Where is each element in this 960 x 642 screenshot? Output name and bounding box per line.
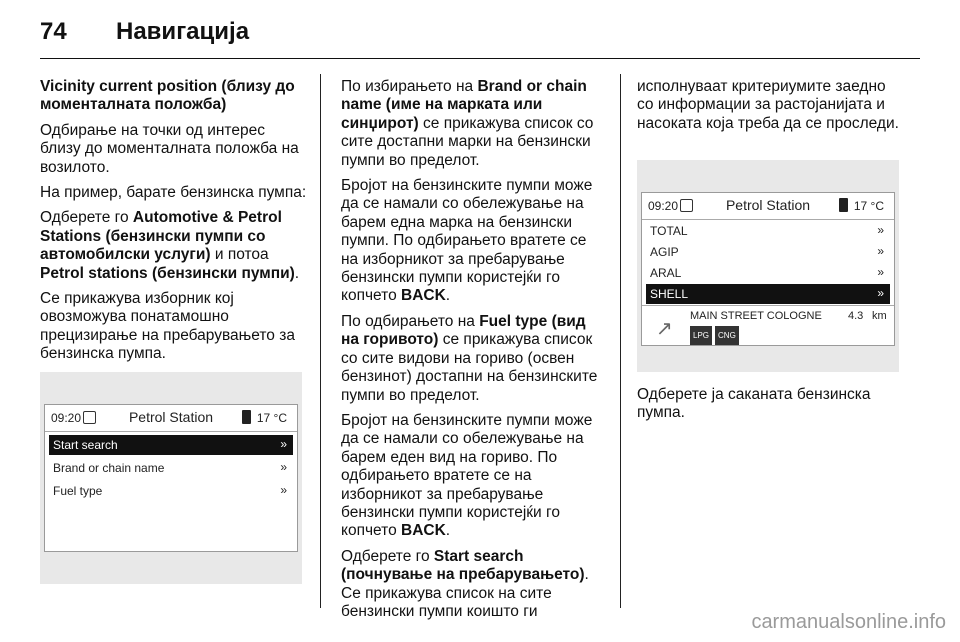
paragraph: исполнуваат критериумите заедно со информации за растојанијата и насоката која треба да се проследи. xyxy=(637,78,899,132)
clock-time: 09:20 xyxy=(648,199,679,213)
screen-title: Petrol Station xyxy=(725,197,811,213)
list-item-agip[interactable]: AGIP » xyxy=(650,244,884,259)
column-3 xyxy=(637,78,901,140)
paragraph: На пример, барате бензинска пумпа: xyxy=(40,184,307,202)
station-distance: 4.3 xyxy=(848,310,864,322)
chevron-right-icon: » xyxy=(877,244,884,258)
section-title: Навигација xyxy=(116,18,250,45)
paragraph: Одбирање на точки од интерес близу до моменталната положба на возилото. xyxy=(40,121,299,176)
list-item-aral[interactable]: ARAL » xyxy=(650,265,884,280)
list-item-shell[interactable]: SHELL » xyxy=(646,284,890,304)
menu-item-start-search[interactable]: Start search » xyxy=(49,435,293,455)
page-header xyxy=(40,18,920,59)
column-divider xyxy=(620,74,621,608)
station-detail xyxy=(642,305,894,344)
cng-badge: CNG xyxy=(715,326,739,345)
clock-time: 09:20 xyxy=(51,411,82,425)
chevron-right-icon: » xyxy=(280,483,287,497)
chevron-right-icon: » xyxy=(280,437,287,451)
chevron-right-icon: » xyxy=(877,286,884,300)
chevron-right-icon: » xyxy=(877,265,884,279)
paragraph: По избирањето на Brand or chain name (име на марката или синџирот) се прикажува список со сите достапни марки на бензински пумпи во пределот. xyxy=(341,78,594,169)
menu-item-fuel-type[interactable]: Fuel type » xyxy=(53,483,287,498)
lpg-badge: LPG xyxy=(690,326,712,345)
paragraph: Одберете го Start search (почнување на пребарувањето). Се прикажува список на сите бензински пумпи коишто ги xyxy=(341,547,589,620)
direction-arrow-icon: ↗ xyxy=(656,318,673,340)
column-3-bottom xyxy=(637,386,901,430)
column-divider xyxy=(320,74,321,608)
paragraph: Одберете го Automotive & Petrol Stations (бензински пумпи со автомобилски услуги) и потоа Petrol stations (бензински пумпи). xyxy=(40,209,300,282)
chevron-right-icon: » xyxy=(280,460,287,474)
screenshot-petrol-station-menu xyxy=(40,372,302,584)
display-status-bar xyxy=(642,193,894,220)
paragraph: Бројот на бензинските пумпи може да се намали со обележување на барем една марка на бензински пумпи. По одбирањето вратете се на изборникот за пребарување бензински пумпи користејќи го копчето BACK. xyxy=(341,177,593,305)
menu-item-brand[interactable]: Brand or chain name » xyxy=(53,460,287,475)
temperature: 17 °C xyxy=(853,199,884,213)
column-1 xyxy=(40,78,308,371)
phone-icon xyxy=(839,198,848,212)
screen-title: Petrol Station xyxy=(128,409,214,425)
list-item-total[interactable]: TOTAL » xyxy=(650,223,884,238)
paragraph: По одбирањето на Fuel type (вид на горивото) се прикажува список со сите видови на гориво (освен бензинот) достапни на бензинските пумпи во пределот. xyxy=(341,312,598,404)
page-number: 74 xyxy=(40,18,67,45)
station-address: MAIN STREET COLOGNE xyxy=(690,310,822,322)
paragraph: Бројот на бензинските пумпи може да се намали со обележување на барем еден вид на гориво. По одбирањето вратете се на изборникот за пребарување бензински пумпи користејќи го копчето BACK. xyxy=(341,411,593,540)
display-status-bar xyxy=(45,405,297,432)
chevron-right-icon: » xyxy=(877,223,884,237)
watermark: carmanualsonline.info xyxy=(751,611,946,633)
vicinity-heading: Vicinity current position (близу до моменталната положба) xyxy=(40,78,295,114)
column-2 xyxy=(341,78,607,628)
temperature: 17 °C xyxy=(256,411,287,425)
phone-icon xyxy=(242,410,251,424)
paragraph: Се прикажува изборник кој овозможува понатамошно прецизирање на пребарувањето за бензинска пумпа. xyxy=(40,290,295,363)
distance-unit: km xyxy=(872,310,887,322)
paragraph: Одберете ја саканата бензинска пумпа. xyxy=(637,386,871,422)
screenshot-petrol-station-list xyxy=(637,160,899,372)
